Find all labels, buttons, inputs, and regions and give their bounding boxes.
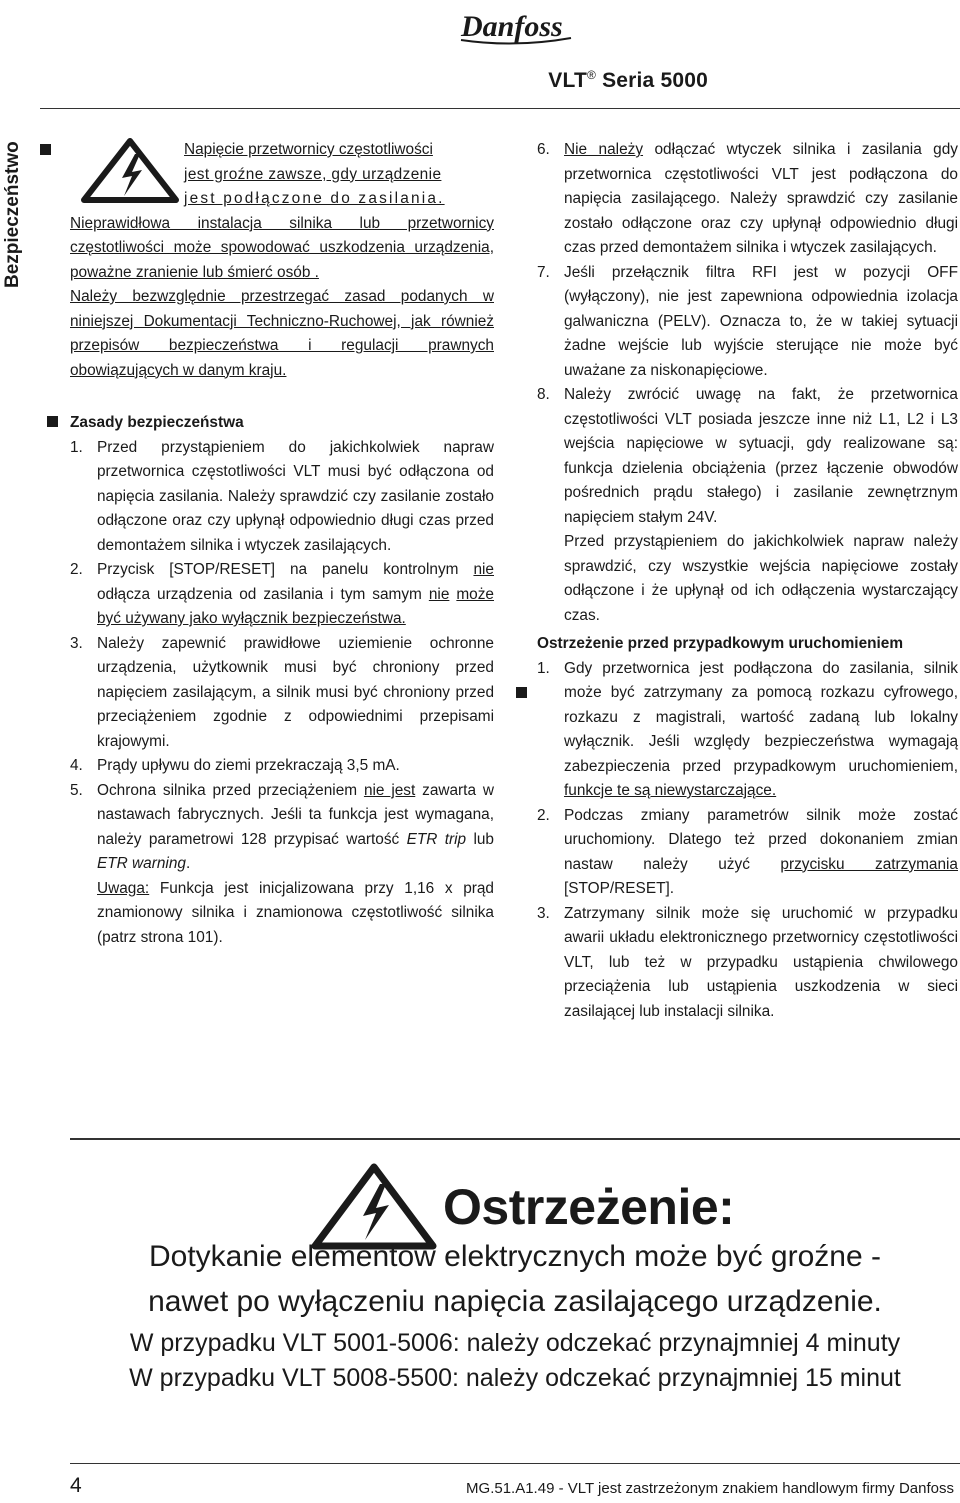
list-item: 7. Jeśli przełącznik filtra RFI jest w pozycji OFF (wyłączony), nie jest zapewniona odpowiednia izolacja galwaniczna (PELV). Oznacza to, że w takiej sytuacji żadne wejście lub wyjście sterujące nie może być uważane za niskonapięciowe. xyxy=(537,263,958,379)
list-item: 5. Ochrona silnika przed przeciążeniem nie jest zawarta w nastawach fabrycznych. Jeśli ta funkcja jest wymagana, należy parametrowi 128 przypisać wartość ETR trip lub ETR warning. Uwaga: Funkcja jest inicjalizowana przy 1,16 x prąd znamionowy silnika i znamionowa częstotliwość silnika (patrz strona 101). xyxy=(70,781,494,946)
list-item: 3. Zatrzymany silnik może się uruchomić w przypadku awarii układu elektronicznego przetwornicy częstotliwości VLT, lub też w przypadku ustąpienia chwilowego przeciążenia lub ustąpienia uszkodzenia w sieci zasilającej lub instalacji silnika. xyxy=(537,904,958,1020)
list-item: 1. Przed przystąpieniem do jakichkolwiek napraw przetwornica częstotliwości VLT musi być odłączona od napięcia zasilania. Należy sprawdzić czy zasilanie zostało odłączone oraz czy upłynął odpowiednio długi czas przed demontażem silnika i wtyczek zasilających. xyxy=(70,438,494,554)
electrical-hazard-icon xyxy=(80,138,180,204)
list-item: 1. Gdy przetwornica jest podłączona do zasilania, silnik może być zatrzymany za pomocą rozkazu cyfrowego, rozkazu z magistrali, wartość zadaną lub lokalny wyłącznik. Jeśli względy bezpieczeństwa wymagają zabezpieczenia przed przypadkowym uruchomieniem, funkcje te są niewystarczające. xyxy=(537,659,958,799)
footer-rule xyxy=(70,1463,960,1464)
left-column xyxy=(70,138,494,950)
safety-list-continued xyxy=(537,138,958,628)
warning-line-3: W przypadku VLT 5001-5006: należy odczekać przynajmniej 4 minuty xyxy=(129,1329,901,1357)
warning-top-rule xyxy=(70,1138,960,1140)
side-section-label: Bezpieczeństwo xyxy=(2,141,23,288)
warning-box xyxy=(71,1148,959,1448)
page-number: 4 xyxy=(70,1474,82,1497)
list-item: 3. Należy zapewnić prawidłowe uziemienie ochronne urządzenia, użytkownik musi być chroniony przed napięciem zasilającym, a silnik musi być chroniony przed przeciążeniem zgodnie z odpowiednimi przepisami krajowymi. xyxy=(70,634,494,750)
intro-para-rest: Nieprawidłowa instalacja silnika lub przetwornicy częstotliwości może spowodować uszkodzenia urządzenia, poważne zranienie lub śmierć osób . xyxy=(70,214,494,281)
warning-line-4: W przypadku VLT 5008-5500: należy odczekać przynajmniej 15 minut xyxy=(129,1364,901,1392)
warning-line-1: Dotykanie elementów elektrycznych może być groźne - xyxy=(149,1240,881,1273)
unintended-start-list xyxy=(537,657,958,1025)
intro-line-3: jest podłączone do zasilania. xyxy=(184,190,445,207)
bullet-square xyxy=(516,687,527,698)
right-column xyxy=(537,138,958,1024)
list-item: 2. Podczas zmiany parametrów silnik może zostać uruchomiony. Dlatego też przed dokonaniem zmian nastaw należy użyć przycisku zatrzymania [STOP/RESET]. xyxy=(537,806,958,897)
intro-line-2: jest groźne zawsze, gdy urządzenie xyxy=(184,165,442,183)
list-item: 6. Nie należy odłączać wtyczek silnika i zasilania gdy przetwornica częstotliwości VLT jest podłączona do napięcia zasilającego. Należy sprawdzić czy zasilanie zostało odłączone oraz czy upłynął odpowiednio długi czas przed demontażem silnika i wtyczek zasilających. xyxy=(537,141,959,256)
series-title: VLT® Seria 5000 xyxy=(548,68,708,92)
danfoss-logo xyxy=(455,2,577,52)
intro-line-1: Napięcie przetwornicy częstotliwości xyxy=(184,141,433,158)
warning-line-2: nawet po wyłączeniu napięcia zasilającego urządzenie. xyxy=(148,1285,882,1318)
warning-heading xyxy=(309,1162,734,1252)
list-item: 2. Przycisk [STOP/RESET] na panelu kontrolnym nie odłącza urządzenia od zasilania i tym samym nie może być używany jako wyłącznik bezpieczeństwa. xyxy=(70,561,494,627)
intro-para-2: Należy bezwzględnie przestrzegać zasad podanych w niniejszej Dokumentacji Techniczno-Ruchowej, jak również przepisów bezpieczeństwa i regulacji prawnych obowiązujących w danym kraju. xyxy=(70,288,494,379)
electrical-hazard-icon xyxy=(309,1162,439,1252)
header-rule xyxy=(40,108,960,109)
bullet-square xyxy=(47,416,58,427)
bullet-square xyxy=(40,144,51,155)
warning-title: Ostrzeżenie: xyxy=(443,1179,735,1235)
safety-list xyxy=(70,436,494,951)
list-item: 4. Prądy upływu do ziemi przekraczają 3,5 mA. xyxy=(70,757,400,774)
list-item: 8. Należy zwrócić uwagę na fakt, że przetwornica częstotliwości VLT posiada jeszcze inne niż L1, L2 i L3 wejścia napięciowe w sytuacji, gdy realizowane są: funkcja dzielenia obciążenia (przez łączenie obwodów pośrednich prądu stałego) i zasilanie zewnętrznym napięciem stałym 24V. Przed przystąpieniem do jakichkolwiek napraw należy sprawdzić, czy wszystkie wejścia napięciowe zostały odłączone i że upłynął od ich odłączenia wystarczający czas. xyxy=(537,386,958,624)
section-heading-safety: Zasady bezpieczeństwa xyxy=(70,414,244,431)
footer-text: MG.51.A1.49 - VLT jest zastrzeżonym znakiem handlowym firmy Danfoss xyxy=(466,1480,954,1497)
danfoss-logo-text: Danfoss xyxy=(461,10,563,43)
section-heading-unintended-start: Ostrzeżenie przed przypadkowym uruchomieniem xyxy=(537,635,904,652)
